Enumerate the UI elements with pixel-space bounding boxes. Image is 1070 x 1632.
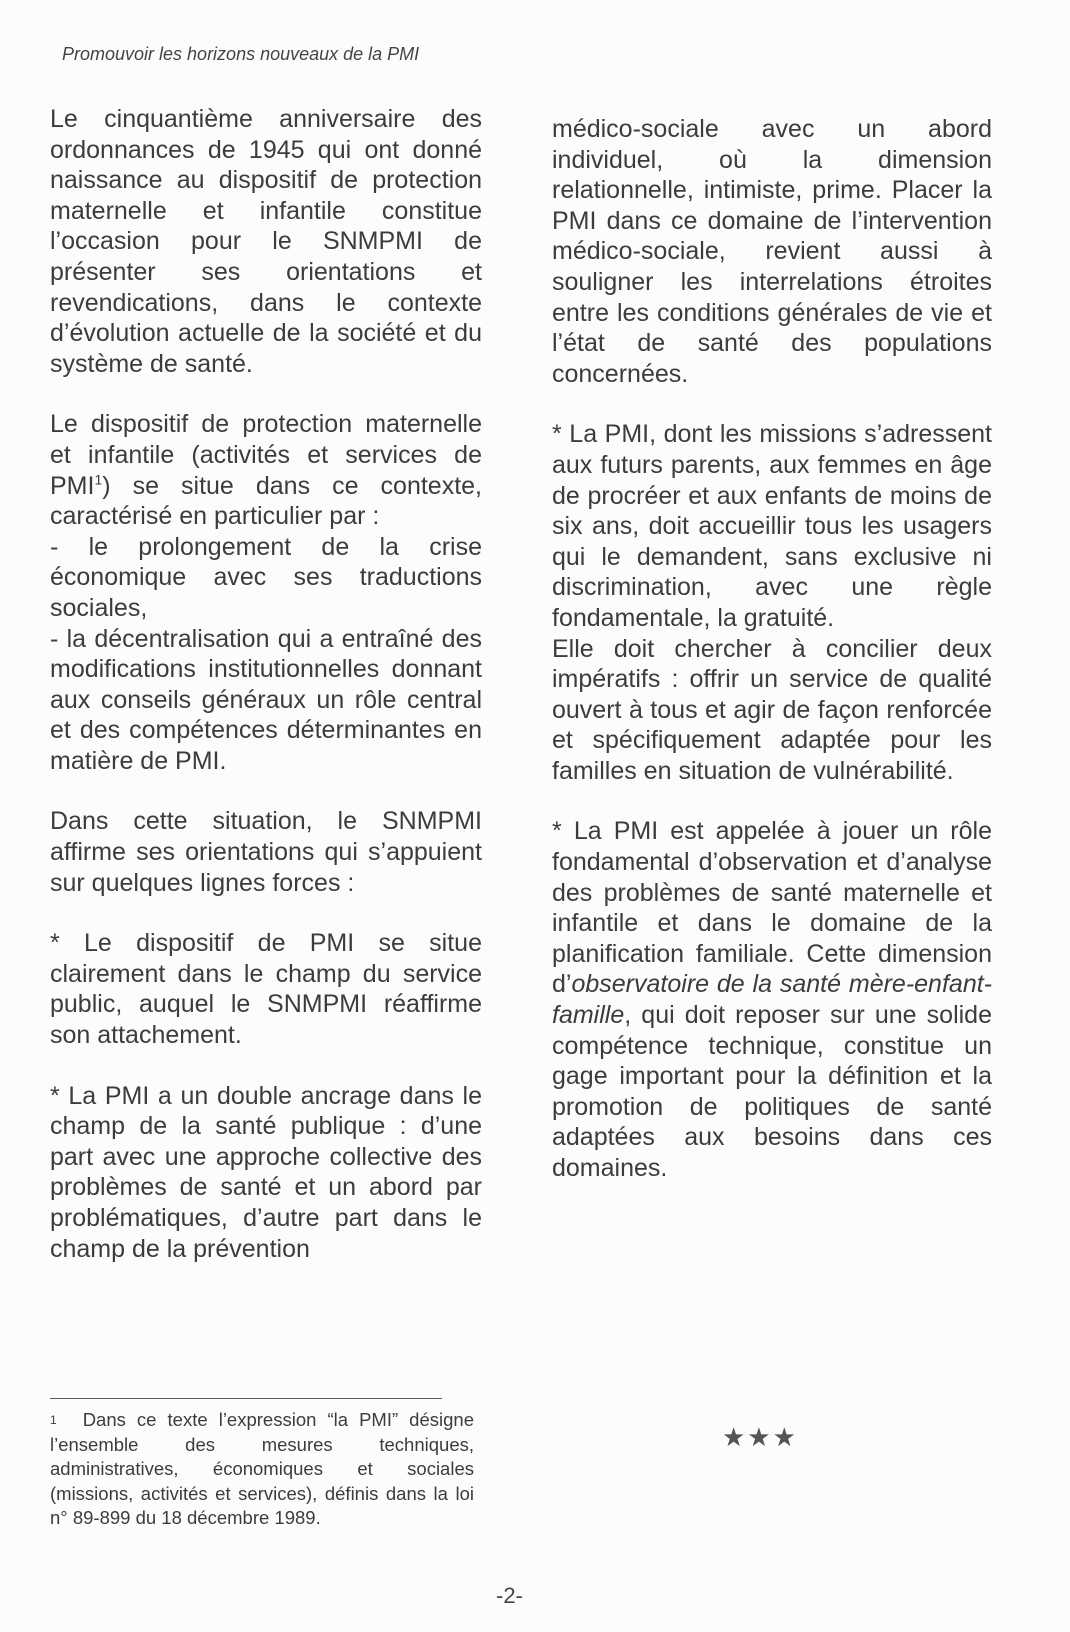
observation-text-b: , qui doit reposer sur une solide compétence technique, constitue un gage important pour la définition et la promotion de politiques de santé adaptées aux besoins dans ces domaines. <box>552 1001 992 1182</box>
observation-emphasis: observatoire de la santé mère-enfant-famille <box>552 970 992 1030</box>
footnote-reference: 1 <box>94 471 103 488</box>
paragraph-anniversary: Le cinquantième anniversaire des ordonnances de 1945 qui ont donné naissance au dispositif de protection maternelle et infantile constitue l’occasion pour le SNMPMI de présenter ses orientations et revendications, dans le contexte d’évolution actuelle de la société et du système de santé. <box>50 105 482 378</box>
missions-imperatives: Elle doit chercher à concilier deux impératifs : offrir un service de qualité ouvert à tous et agir de façon renforcée et spécifiquement adaptée pour les familles en situation de vulnérabilité. <box>552 634 992 785</box>
context-item-crisis: - le prolongement de la crise économique avec ses traductions sociales, <box>50 532 482 622</box>
paragraph-public-service: * Le dispositif de PMI se situe clairement dans le champ du service public, auquel le SNMPMI réaffirme son attachement. <box>50 929 482 1050</box>
page-number: -2- <box>496 1583 523 1608</box>
paragraph-orientations: Dans cette situation, le SNMPMI affirme ses orientations qui s’appuient sur quelques lignes forces : <box>50 807 482 897</box>
running-title: Promouvoir les horizons nouveaux de la PMI <box>62 44 420 64</box>
stars-ornament: ★★★ <box>722 1422 798 1452</box>
paragraph-medico-social: médico-sociale avec un abord individuel, où la dimension relationnelle, intimiste, prime. Placer la PMI dans ce domaine de l’intervention médico-sociale, revient aussi à souligner les interrelations étroites entre les conditions générales de vie et l’état de santé des populations concernées. <box>552 115 992 388</box>
context-intro-b: ) se situe dans ce contexte, caractérisé en particulier par : <box>50 471 482 531</box>
missions-text: * La PMI, dont les missions s’adressent aux futurs parents, aux femmes en âge de procréer et aux enfants de moins de six ans, doit accueillir tous les usagers qui le demandent, sans exclusive ni discrimination, avec une règle fondamentale, la gratuité. <box>552 420 992 632</box>
left-column <box>50 104 482 1264</box>
paragraph-context <box>50 409 482 776</box>
paragraph-observation <box>552 816 992 1183</box>
footnote-number: 1 <box>50 1413 57 1427</box>
observation-text-a: * La PMI est appelée à jouer un rôle fondamental d’observation et d’analyse des problèmes de santé maternelle et infantile et dans le domaine de la planification familiale. Cette dimension d’ <box>552 817 992 999</box>
right-column <box>552 114 992 1214</box>
footnote <box>50 1408 474 1531</box>
context-item-decentralisation: - la décentralisation qui a entraîné des modifications institutionnelles donnant aux conseils généraux un rôle central et des compétences déterminantes en matière de PMI. <box>50 624 482 775</box>
footnote-divider <box>50 1398 442 1399</box>
footnote-text: Dans ce texte l’expression “la PMI” désigne l’ensemble des mesures techniques, administratives, économiques et sociales (missions, activités et services), définis dans la loi n° 89-899 du 18 décembre 1989. <box>50 1409 474 1528</box>
paragraph-missions <box>552 419 992 786</box>
paragraph-double-anchoring: * La PMI a un double ancrage dans le champ de la santé publique : d’une part avec une approche collective des problèmes de santé et un abord par problématiques, d’autre part dans le champ de la prévention <box>50 1081 482 1263</box>
context-intro-a: Le dispositif de protection maternelle et infantile (activités et services de PMI <box>50 410 482 500</box>
